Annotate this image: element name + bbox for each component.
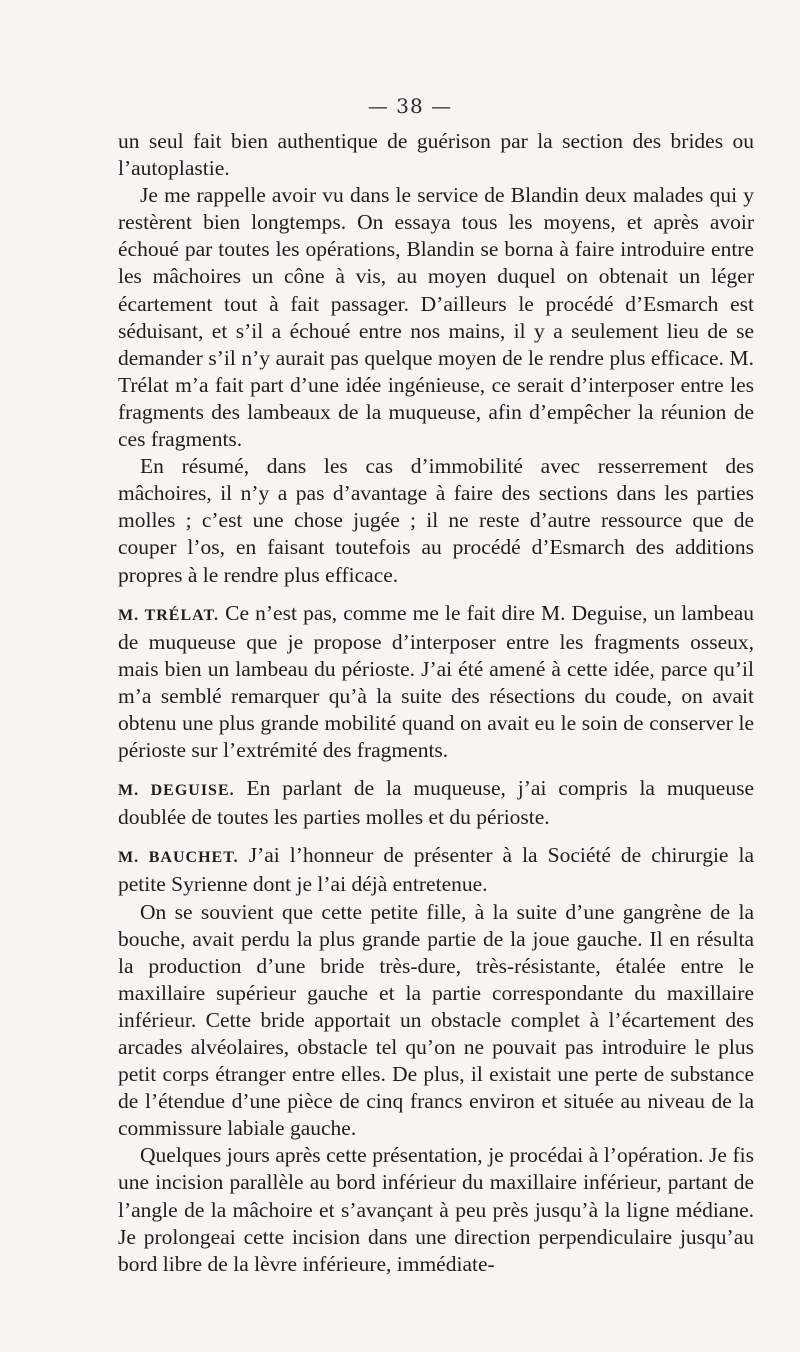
speaker-paragraph	[118, 600, 754, 765]
speaker-name: M. BAUCHET.	[118, 849, 239, 867]
paragraph: un seul fait bien authentique de guérison par la section des brides ou l’autoplastie.	[118, 129, 754, 181]
speaker-text: J’ai l’honneur de présenter à la Société de chirurgie la petite Syrienne dont je l’ai déjà entretenue.	[118, 843, 754, 897]
speaker-name: M. TRÉLAT.	[118, 606, 219, 624]
paragraph: En résumé, dans les cas d’immobilité avec resserrement des mâchoires, il n’y a pas d’avantage à faire des sections dans les parties molles ; c’est une chose jugée ; il ne reste d’autre ressource que de couper l’os, en faisant toutefois au procédé d’Esmarch des additions propres à le rendre plus efficace.	[118, 454, 754, 587]
paragraph: On se souvient que cette petite fille, à la suite d’une gangrène de la bouche, avait perdu la plus grande partie de la joue gauche. Il en résulta la production d’une bride très-dure, très-résistante, étalée entre le maxillaire supérieur gauche et la partie correspondante du maxillaire inférieur. Cette bride apportait un obstacle complet à l’écartement des arcades alvéolaires, obstacle tel qu’on ne pouvait pas introduire le plus petit corps étranger entre elles. De plus, il existait une perte de substance de l’étendue d’une pièce de cinq francs environ et située au niveau de la commissure labiale gauche.	[118, 899, 754, 1141]
page-body	[118, 128, 754, 1278]
speaker-name: M. DEGUISE.	[118, 782, 235, 800]
paragraph: Quelques jours après cette présentation, je procédai à l’opération. Je fis une incision parallèle au bord inférieur du maxillaire inférieur, partant de l’angle de la mâchoire et s’avançant à peu près jusqu’à la ligne médiane. Je prolongeai cette incision dans une direction perpendiculaire jusqu’au bord libre de la lèvre inférieure, immédiate-	[118, 1143, 754, 1276]
speaker-paragraph	[118, 775, 754, 831]
page-number: — 38 —	[367, 94, 453, 118]
speaker-text: Ce n’est pas, comme me le fait dire M. Deguise, un lambeau de muqueuse que je propose d’interposer entre les fragments osseux, mais bien un lambeau du périoste. J’ai été amené à cette idée, parce qu’il m’a semblé remarquer qu’à la suite des résections du coude, on avait obtenu une plus grande mobilité quand on avait eu le soin de conserver le périoste sur l’extrémité des fragments.	[118, 600, 755, 763]
speaker-paragraph	[118, 842, 754, 898]
paragraph: Je me rappelle avoir vu dans le service de Blandin deux malades qui y restèrent bien longtemps. On essaya tous les moyens, et après avoir échoué par toutes les opérations, Blandin se borna à faire introduire entre les mâchoires un cône à vis, au moyen duquel on obtenait un léger écartement tout à fait passager. D’ailleurs le procédé d’Esmarch est séduisant, et s’il a échoué entre nos mains, il y a seulement lieu de se demander s’il n’y aurait pas quelque moyen de le rendre plus efficace. M. Trélat m’a fait part d’une idée ingénieuse, ce serait d’interposer entre les fragments des lambeaux de la muqueuse, afin d’empêcher la réunion de ces fragments.	[118, 183, 754, 452]
speaker-text: En parlant de la muqueuse, j’ai compris la muqueuse doublée de toutes les parties molles et du périoste.	[118, 776, 755, 830]
